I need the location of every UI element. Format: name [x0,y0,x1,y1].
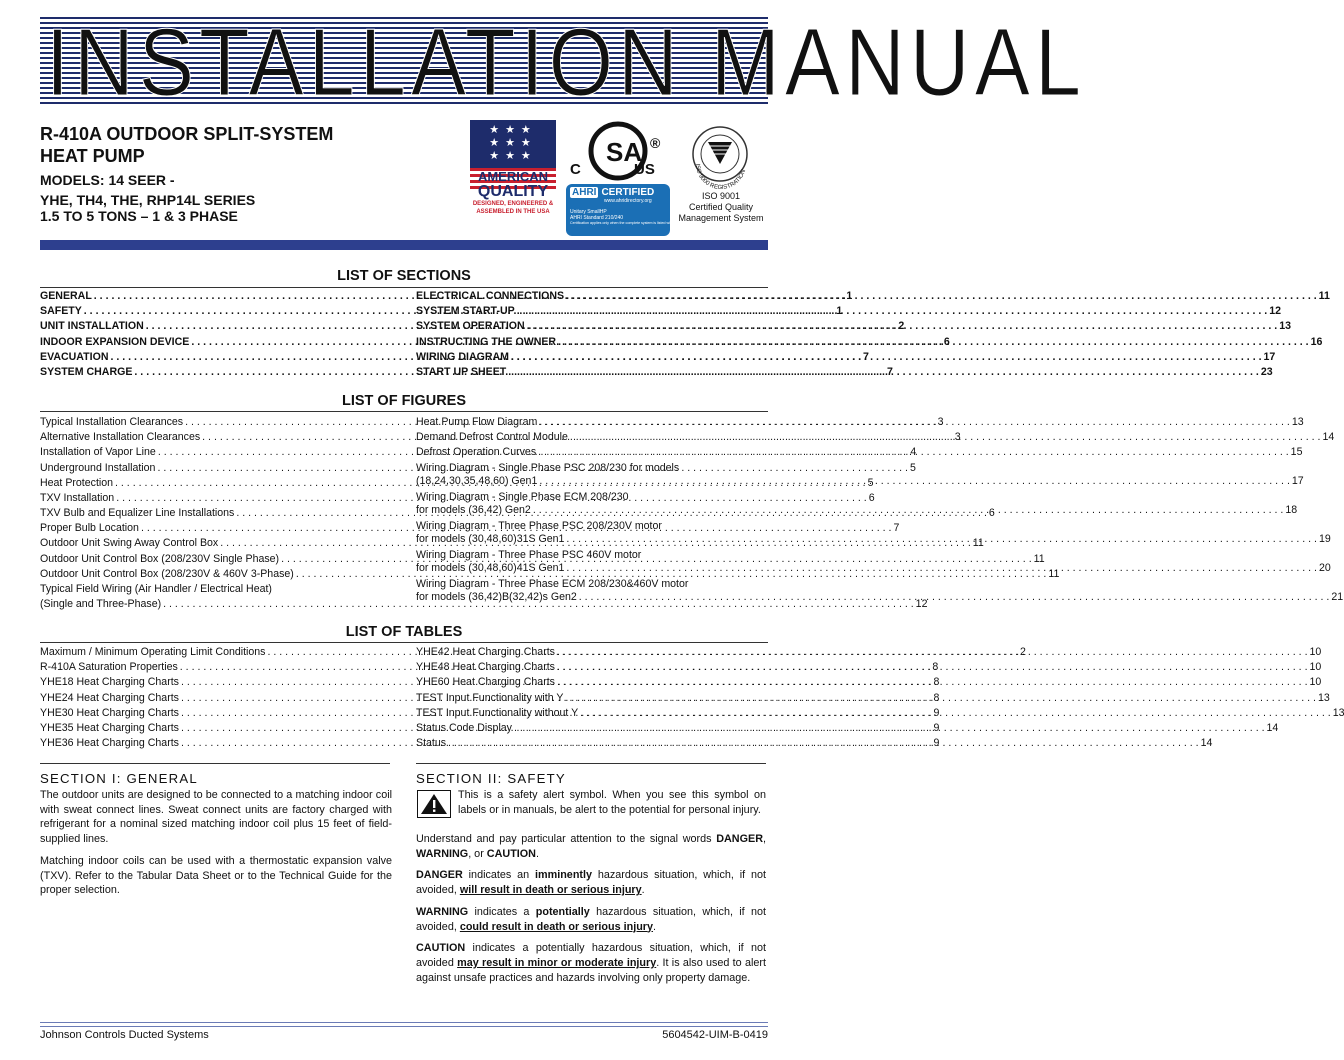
toc-row[interactable]: YHE42 Heat Charging Charts . . . 10 [416,645,766,660]
toc-row[interactable]: Proper Bulb Location . . . 7 [40,521,390,536]
section-1-heading: SECTION I: GENERAL [40,771,198,786]
toc-row[interactable]: YHE18 Heat Charging Charts . . . 8 [40,675,390,690]
toc-row[interactable]: Status . . . 14 [416,736,766,751]
iso-seal-icon [676,124,766,190]
safety-alert-icon [417,790,451,818]
product-line-2: HEAT PUMP [40,146,145,166]
warning-p: WARNING indicates a potentially hazardous situation, which, if not avoided, could result in death or serious injury. [416,905,766,933]
toc-row[interactable]: SYSTEM OPERATION . . . 13 [416,319,766,334]
toc-row[interactable]: Demand Defrost Control Module . . . 14 [416,430,766,445]
toc-row[interactable]: Heat Protection . . . 5 [40,476,390,491]
models-line-1: MODELS: 14 SEER - [40,172,175,188]
header-divider [40,240,768,250]
divider [40,287,768,288]
toc-row[interactable]: WIRING DIAGRAM . . . 17 [416,350,766,365]
toc-row[interactable]: Typical Field Wiring (Air Handler / Electrical Heat) (Single and Three-Phase) . . . 12 [40,582,390,612]
toc-row[interactable]: R-410A Saturation Properties . . . 8 [40,660,390,675]
svg-text:SA: SA [606,137,643,167]
toc-row[interactable]: YHE60 Heat Charging Charts . . . 10 [416,675,766,690]
toc-row[interactable]: Outdoor Unit Swing Away Control Box . . . 11 [40,537,390,552]
aq-line-1: AMERICAN [470,170,556,184]
toc-row[interactable]: TXV Bulb and Equalizer Line Installations . . . 6 [40,506,390,521]
svg-text:ISO 9000 REGISTRATION: ISO 9000 REGISTRATION [693,163,748,190]
csa-us: US [634,161,655,178]
toc-row[interactable]: TEST Input Functionality with Y . . . 13 [416,691,766,706]
stars-icon: ★★★ ★★★ ★★★ [470,120,556,168]
caution-p: CAUTION indicates a potentially hazardous situation, which, if not avoided may result in minor or moderate injury. It is also used to alert against unsafe practices and hazards involving only property damage. [416,942,766,984]
signal-words-p: Understand and pay particular attention to the signal words DANGER, WARNING, or CAUTION. [416,833,766,860]
iso-line-3: Management System [678,213,764,223]
section-1-p1: The outdoor units are designed to be connected to a matching indoor coil with sweat connect lines. Sweat connect units are factory charged with refrigerant for a nominal sized matching indoor coil plus 15 feet of field-supplied lines. [40,789,392,846]
product-line-1: R-410A OUTDOOR SPLIT-SYSTEM [40,124,334,144]
ahri-brand: AHRI [572,187,597,198]
toc-row[interactable]: Status Code Display . . . 14 [416,721,766,736]
divider [40,642,768,643]
figures-title: LIST OF FIGURES [341,393,467,409]
capacity-line: 1.5 TO 5 TONS – 1 & 3 PHASE [40,208,238,224]
divider [416,763,766,764]
ahri-certified-logo [566,184,684,236]
product-title [40,123,333,167]
american-quality-logo [470,120,556,230]
toc-row[interactable]: Wiring Diagram - Single Phase PSC 208/230 for models (18,24,30,35,48,60) Gen1 . . . 17 [416,461,766,490]
toc-row[interactable]: Wiring Diagram - Single Phase ECM 208/230 for models (36,42) Gen2 . . . 18 [416,490,766,519]
toc-row[interactable]: TXV Installation . . . 6 [40,491,390,506]
toc-row[interactable]: Outdoor Unit Control Box (208/230V Single Phase) . . . 11 [40,552,390,567]
models-line-2: YHE, TH4, THE, RHP14L SERIES [40,192,256,208]
toc-row[interactable]: YHE35 Heat Charging Charts . . . 9 [40,721,390,736]
aq-tag-1: DESIGNED, ENGINEERED & [472,201,554,207]
toc-row[interactable]: GENERAL . . . 1 [40,289,390,304]
ahri-url: www.ahridirectory.org [604,198,652,204]
sections-title: LIST OF SECTIONS [337,268,471,284]
divider [40,763,390,764]
section-1-p2: Matching indoor coils can be used with a thermostatic expansion valve (TXV). Refer to the Tabular Data Sheet or to the Technical Guide for the proper selection. [40,854,392,897]
danger-p: DANGER indicates an imminently hazardous situation, which, if not avoided, will result in death or serious injury. [416,869,766,897]
toc-row[interactable]: START UP SHEET . . . 23 [416,365,766,380]
toc-row[interactable]: Heat Pump Flow Diagram . . . 13 [416,415,766,430]
toc-row[interactable]: SYSTEM START-UP . . . 12 [416,304,766,319]
section-1-body [40,788,392,905]
ahri-std-1: Unitary SmallHP [570,209,607,215]
toc-row[interactable]: Alternative Installation Clearances . . . 3 [40,430,390,445]
toc-row[interactable]: Underground Installation . . . 5 [40,461,390,476]
toc-row[interactable]: YHE36 Heat Charging Charts . . . 9 [40,736,390,751]
toc-row[interactable]: YHE24 Heat Charging Charts . . . 8 [40,691,390,706]
toc-row[interactable]: Defrost Operation Curves . . . 15 [416,445,766,460]
iso-line-2: Certified Quality [688,202,754,212]
csa-c: C [570,161,581,178]
section-2-body [416,832,766,992]
aq-tag-2: ASSEMBLED IN THE USA [476,209,550,215]
models-block [40,170,255,210]
footer-company: Johnson Controls Ducted Systems [40,1029,209,1041]
toc-row[interactable]: Wiring Diagram - Three Phase PSC 208/230V motor for models (30,48,60)31S Gen1 . . . 19 [416,519,766,548]
safety-alert-text: This is a safety alert symbol. When you see this symbol on labels or in manuals, be alert to the potential for personal injury. [458,789,766,816]
csa-logo [568,117,672,183]
registered-icon: ® [650,135,661,151]
toc-row[interactable]: UNIT INSTALLATION . . . 2 [40,319,390,334]
tables-title: LIST OF TABLES [345,624,463,640]
iso-logo [676,124,766,224]
iso-line-1: ISO 9001 [701,191,741,201]
footer-rule [40,1022,768,1027]
toc-row[interactable]: SYSTEM CHARGE . . . 7 [40,365,390,380]
toc-row[interactable]: SAFETY . . . 1 [40,304,390,319]
toc-row[interactable]: INSTRUCTING THE OWNER . . . 16 [416,335,766,350]
toc-row[interactable]: Wiring Diagram - Three Phase PSC 460V motor for models (30,48,60)41S Gen1 . . . 20 [416,548,766,577]
toc-row[interactable]: Installation of Vapor Line . . . 4 [40,445,390,460]
title-banner [40,9,1087,116]
toc-row[interactable]: Wiring Diagram - Three Phase ECM 208/230&460V motor for models (36,42)B(32,42)s Gen2 . . . 21 [416,577,766,606]
aq-line-2: QUALITY [477,183,549,200]
toc-row[interactable]: ELECTRICAL CONNECTIONS . . . 11 [416,289,766,304]
toc-row[interactable]: Maximum / Minimum Operating Limit Conditions . . . 2 [40,645,390,660]
toc-row[interactable]: YHE30 Heat Charging Charts . . . 9 [40,706,390,721]
toc-row[interactable]: INDOOR EXPANSION DEVICE . . . 6 [40,335,390,350]
ahri-std-2: AHRI Standard 210/240 [570,215,624,221]
toc-row[interactable]: Outdoor Unit Control Box (208/230V & 460V 3-Phase) . . . 11 [40,567,390,582]
ahri-note: Certification applies only when the complete system is listed with AHRI. [570,221,684,225]
toc-row[interactable]: Typical Installation Clearances . . . 3 [40,415,390,430]
section-2-heading: SECTION II: SAFETY [416,771,566,786]
toc-row[interactable]: EVACUATION . . . 7 [40,350,390,365]
manual-title: INSTALLATION MANUAL [46,9,1087,116]
footer-doc-number: 5604542-UIM-B-0419 [662,1029,768,1041]
toc-row[interactable]: YHE48 Heat Charging Charts . . . 10 [416,660,766,675]
divider [40,411,768,412]
toc-row[interactable]: TEST Input Functionality without Y . . . 13 [416,706,766,721]
ahri-label: CERTIFIED [601,187,655,198]
